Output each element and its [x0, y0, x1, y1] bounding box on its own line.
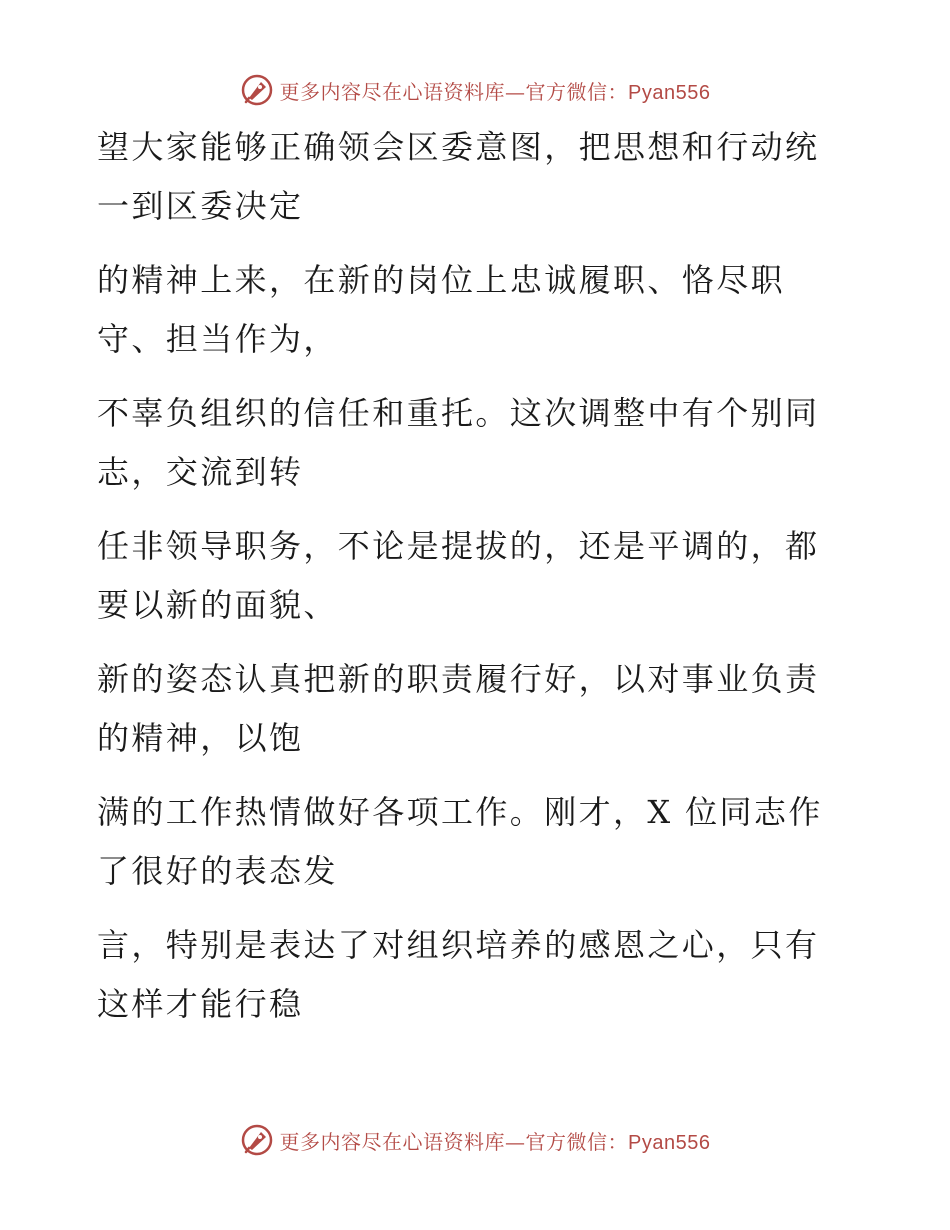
paragraph	[97, 251, 837, 369]
text-line: 的精神上来，在新的岗位上忠诚履职、恪尽职	[97, 261, 786, 299]
text-line: 守、担当作为，	[97, 320, 338, 358]
text-line: 了很好的表态发	[97, 852, 338, 890]
text-line: 望大家能够正确领会区委意图，把思想和行动统	[97, 128, 820, 166]
text-line: 言，特别是表达了对组织培养的感恩之心，只有	[97, 926, 820, 964]
banner-text	[280, 76, 711, 105]
paragraph	[97, 384, 837, 502]
text-line: 一到区委决定	[97, 187, 304, 225]
paragraph	[97, 118, 837, 236]
text-line: 不辜负组织的信任和重托。这次调整中有个别同	[97, 394, 820, 432]
pen-nib-logo-icon	[240, 1123, 274, 1157]
banner-text	[280, 1126, 711, 1155]
text-line: 满的工作热情做好各项工作。刚才，X 位同志作	[97, 793, 823, 831]
document-body	[97, 118, 837, 1049]
paragraph	[97, 783, 837, 901]
text-line: 这样才能行稳	[97, 985, 304, 1023]
banner-label: 更多内容尽在心语资料库—官方微信：	[279, 79, 629, 104]
header-banner	[0, 68, 950, 112]
paragraph	[97, 916, 837, 1034]
text-line: 的精神，以饱	[97, 719, 304, 757]
text-line: 志，交流到转	[97, 453, 304, 491]
pen-nib-logo-icon	[240, 73, 274, 107]
wechat-handle: Pyan556	[628, 1131, 711, 1154]
text-line: 任非领导职务，不论是提拔的，还是平调的，都	[97, 527, 820, 565]
banner-label: 更多内容尽在心语资料库—官方微信：	[279, 1129, 629, 1154]
footer-banner	[0, 1118, 950, 1162]
text-line: 要以新的面貌、	[97, 586, 338, 624]
paragraph	[97, 650, 837, 768]
paragraph	[97, 517, 837, 635]
wechat-handle: Pyan556	[628, 81, 711, 104]
text-line: 新的姿态认真把新的职责履行好，以对事业负责	[97, 660, 820, 698]
